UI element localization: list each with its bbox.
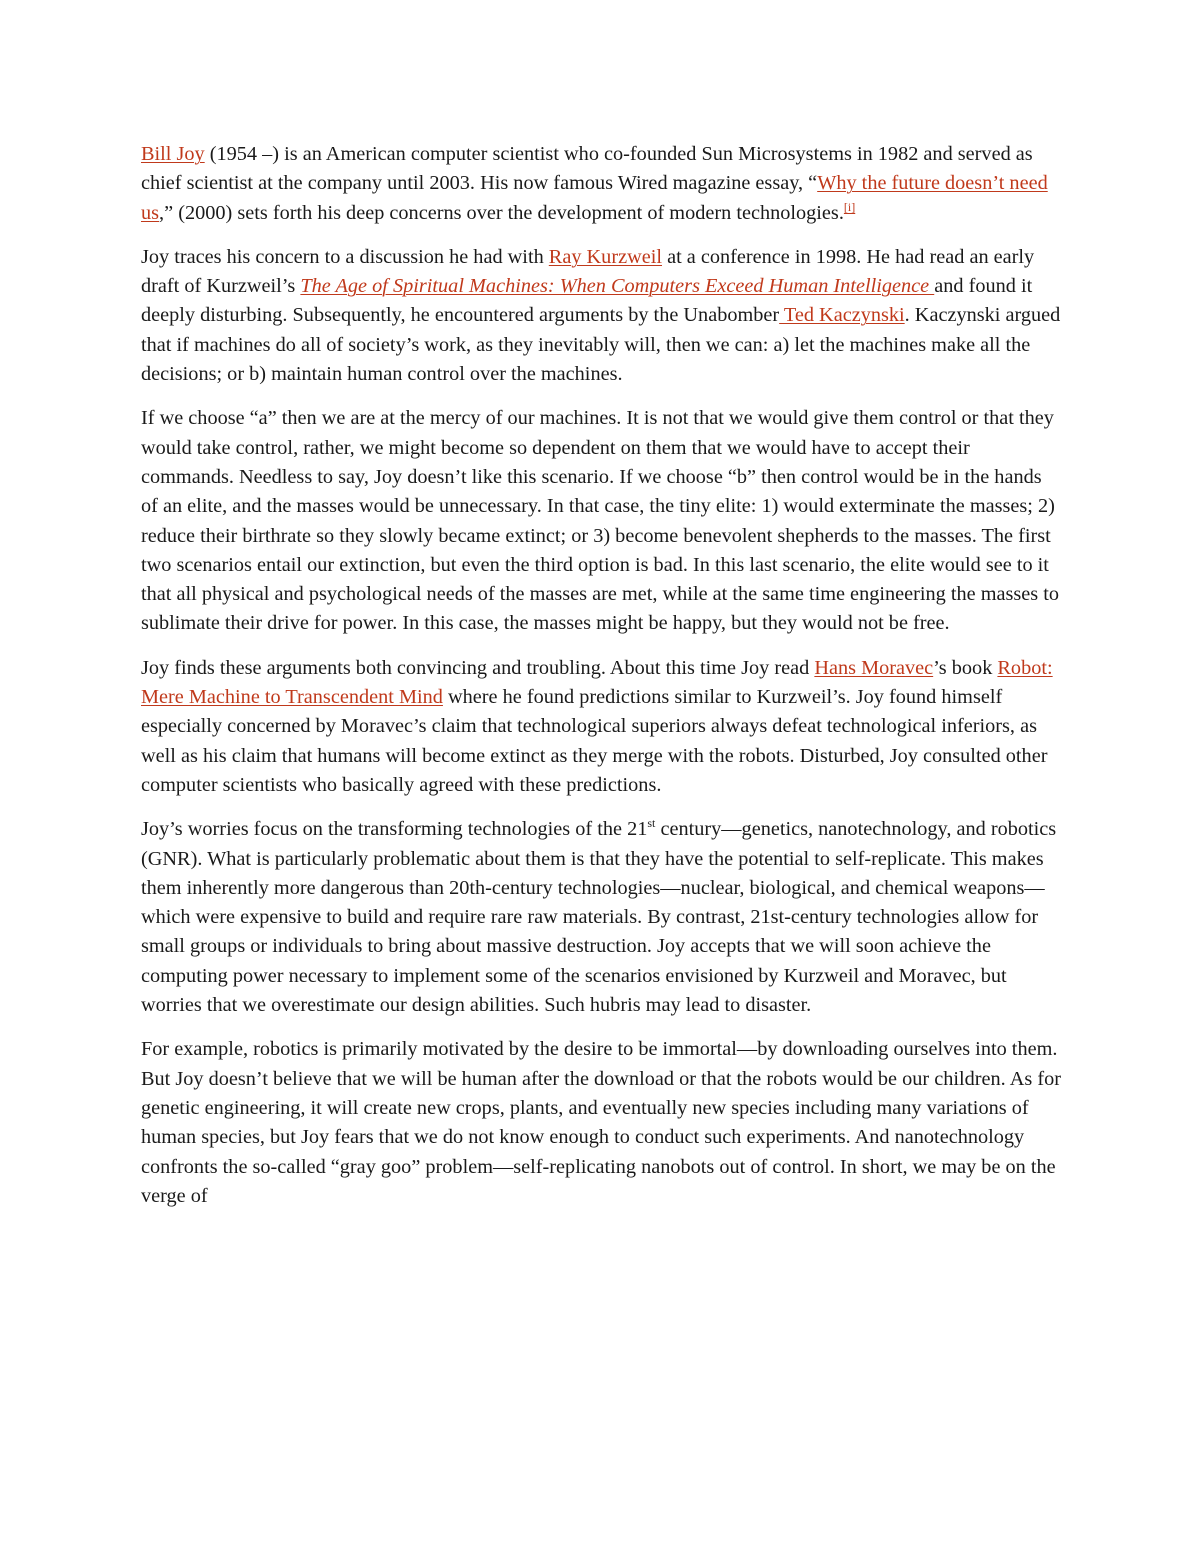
paragraph-text: where he found predictions similar to Kurzweil’s. Joy found himself especially concerned by Moravec’s claim that technological superiors always defeat technological inferiors, as well as his claim that humans will become extinct as they merge with the robots. Disturbed, Joy consulted other computer scientists who basically agreed with these predictions.: [141, 686, 1048, 796]
footnote-link[interactable]: [i]: [843, 199, 856, 214]
footnote-marker: [844, 200, 855, 214]
link-ray-kurzweil[interactable]: Ray Kurzweil: [548, 245, 662, 268]
paragraph-text: Joy finds these arguments both convincing and troubling. About this time Joy read: [141, 656, 815, 679]
paragraph-text: ’s book: [933, 656, 998, 679]
link-essay[interactable]: Why the future doesn’t need us: [141, 172, 1048, 224]
paragraph-scenarios: If we choose “a” then we are at the mercy of our machines. It is not that we would give them control or that they would take control, rather, we might become so dependent on them that we would have to accept their commands. Needless to say, Joy doesn’t like this scenario. If we choose “b” then control would be in the hands of an elite, and the masses would be unnecessary. In that case, the tiny elite: 1) would exterminate the masses; 2) reduce their birthrate so they slowly became extinct; or 3) become benevolent shepherds to the masses. The first two scenarios entail our extinction, but even the third option is bad. In this last scenario, the elite would see to it that all physical and psychological needs of the masses are met, while at the same time engineering the masses to sublimate their drive for power. In this case, the masses might be happy, but they would not be free.: [141, 407, 1060, 635]
paragraph-intro: [141, 140, 1061, 228]
paragraph-kurzweil: [141, 243, 1061, 389]
link-ted-kaczynski[interactable]: Ted Kaczynski: [779, 304, 905, 327]
paragraph-text: Joy traces his concern to a discussion he had with: [141, 245, 549, 268]
link-robot-book[interactable]: Robot: Mere Machine to Transcendent Mind: [141, 656, 1053, 709]
paragraph-moravec: [141, 654, 1061, 800]
paragraph-text: . Kaczynski argued that if machines do all of society’s work, as they inevitably will, then we can: a) let the machines make all the decisions; or b) maintain human control over the machines.: [141, 304, 1061, 386]
document-page: [141, 140, 1061, 1226]
paragraph-text: Joy’s worries focus on the transforming technologies of the 21: [141, 818, 648, 841]
link-bill-joy[interactable]: Bill Joy: [141, 143, 205, 165]
paragraph-text: and found it deeply disturbing. Subsequently, he encountered arguments by the Unabomber: [141, 275, 1033, 327]
paragraph-text: century—genetics, nanotechnology, and robotics (GNR). What is particularly problematic about them is that they have the potential to self-replicate. This makes them inherently more dangerous than 20th-century technologies—nuclear, biological, and chemical weapons—which were expensive to build and require rare raw materials. By contrast, 21st-century technologies allow for small groups or individuals to bring about massive destruction. Joy accepts that we will soon achieve the computing power necessary to implement some of the scenarios envisioned by Kurzweil and Moravec, but worries that we overestimate our design abilities. Such hubris may lead to disaster.: [141, 818, 1057, 1017]
paragraph-examples: For example, robotics is primarily motivated by the desire to be immortal—by downloading ourselves into them. But Joy doesn’t believe that we will be human after the download or that the robots would be our children. As for genetic engineering, it will create new crops, plants, and eventually new species including many variations of human species, but Joy fears that we do not know enough to conduct such experiments. And nanotechnology confronts the so-called “gray goo” problem—self-replicating nanobots out of control. In short, we may be on the verge of: [141, 1038, 1061, 1207]
paragraph-gnr: [141, 815, 1061, 1020]
link-age-of-spiritual-machines[interactable]: The Age of Spiritual Machines: When Computers Exceed Human Intelligence: [300, 275, 935, 298]
ordinal-suffix: st: [647, 816, 656, 831]
paragraph-text: ,” (2000) sets forth his deep concerns over the development of modern technologies.: [159, 201, 844, 224]
paragraph-text: at a conference in 1998. He had read an early draft of Kurzweil’s: [141, 245, 1035, 298]
link-hans-moravec[interactable]: Hans Moravec: [814, 656, 934, 679]
paragraph-text: (1954 –) is an American computer scientist who co-founded Sun Microsystems in 1982 and served as chief scientist at the company until 2003. His now famous Wired magazine essay, “: [141, 143, 1033, 195]
